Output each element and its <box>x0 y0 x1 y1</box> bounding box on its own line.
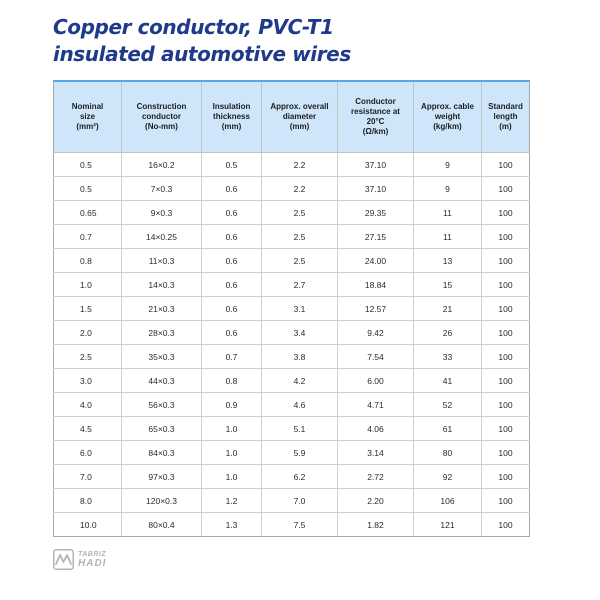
table-cell: 28×0.3 <box>122 321 202 345</box>
table-cell: 1.3 <box>202 513 262 537</box>
table-cell: 100 <box>482 225 530 249</box>
column-header-line: Construction <box>136 102 187 111</box>
column-header-3 <box>262 81 338 153</box>
table-cell: 27.15 <box>338 225 414 249</box>
table-cell: 0.6 <box>202 297 262 321</box>
table-cell: 15 <box>414 273 482 297</box>
table-cell: 37.10 <box>338 177 414 201</box>
table-cell: 26 <box>414 321 482 345</box>
table-cell: 12.57 <box>338 297 414 321</box>
table-cell: 2.2 <box>262 153 338 177</box>
table-cell: 2.2 <box>262 177 338 201</box>
table-cell: 80×0.4 <box>122 513 202 537</box>
table-row <box>54 465 530 489</box>
table-row <box>54 177 530 201</box>
table-cell: 9 <box>414 153 482 177</box>
table-cell: 120×0.3 <box>122 489 202 513</box>
table-cell: 14×0.25 <box>122 225 202 249</box>
column-header-line: weight <box>434 112 461 121</box>
table-cell: 41 <box>414 369 482 393</box>
table-cell: 100 <box>482 321 530 345</box>
column-header-4 <box>338 81 414 153</box>
table-cell: 16×0.2 <box>122 153 202 177</box>
table-cell: 9.42 <box>338 321 414 345</box>
column-header-line: (mm²) <box>76 122 99 131</box>
table-cell: 80 <box>414 441 482 465</box>
table-cell: 100 <box>482 345 530 369</box>
table-cell: 84×0.3 <box>122 441 202 465</box>
column-header-5 <box>414 81 482 153</box>
table-cell: 4.2 <box>262 369 338 393</box>
table-cell: 4.06 <box>338 417 414 441</box>
table-cell: 1.0 <box>54 273 122 297</box>
table-row <box>54 225 530 249</box>
table-row <box>54 345 530 369</box>
column-header-line: Approx. cable <box>421 102 474 111</box>
table-cell: 65×0.3 <box>122 417 202 441</box>
column-header-line: Conductor <box>355 97 396 106</box>
table-cell: 61 <box>414 417 482 441</box>
table-cell: 2.5 <box>262 225 338 249</box>
column-header-line: conductor <box>141 112 182 121</box>
column-header-line: (kg/km) <box>433 122 462 131</box>
column-header-line: (mm) <box>289 122 310 131</box>
table-row <box>54 489 530 513</box>
table-cell: 21 <box>414 297 482 321</box>
table-cell: 10.0 <box>54 513 122 537</box>
table-cell: 7×0.3 <box>122 177 202 201</box>
page-title <box>53 14 351 68</box>
table-cell: 21×0.3 <box>122 297 202 321</box>
table-cell: 3.0 <box>54 369 122 393</box>
specs-table <box>53 80 530 537</box>
table-cell: 7.54 <box>338 345 414 369</box>
table-row <box>54 441 530 465</box>
table-cell: 100 <box>482 297 530 321</box>
column-header-1 <box>122 81 202 153</box>
table-cell: 56×0.3 <box>122 393 202 417</box>
column-header-line: (m) <box>499 122 512 131</box>
table-cell: 1.0 <box>202 417 262 441</box>
column-header-0 <box>54 81 122 153</box>
table-cell: 44×0.3 <box>122 369 202 393</box>
table-cell: 1.2 <box>202 489 262 513</box>
column-header-line: size <box>79 112 96 121</box>
table-cell: 0.6 <box>202 177 262 201</box>
table-row <box>54 201 530 225</box>
table-row <box>54 369 530 393</box>
column-header-line: thickness <box>213 112 250 121</box>
table-cell: 100 <box>482 273 530 297</box>
company-logo <box>53 549 106 570</box>
table-cell: 100 <box>482 489 530 513</box>
table-cell: 1.82 <box>338 513 414 537</box>
column-header-line: (Ω/km) <box>362 127 389 136</box>
table-cell: 0.6 <box>202 273 262 297</box>
table-cell: 100 <box>482 393 530 417</box>
table-cell: 6.0 <box>54 441 122 465</box>
table-cell: 1.0 <box>202 441 262 465</box>
table-cell: 100 <box>482 513 530 537</box>
table-cell: 0.5 <box>202 153 262 177</box>
table-cell: 100 <box>482 369 530 393</box>
table-cell: 0.8 <box>54 249 122 273</box>
table-cell: 35×0.3 <box>122 345 202 369</box>
table-cell: 0.5 <box>54 153 122 177</box>
table-cell: 100 <box>482 249 530 273</box>
table-cell: 9 <box>414 177 482 201</box>
table-cell: 11 <box>414 201 482 225</box>
table-row <box>54 321 530 345</box>
table-cell: 52 <box>414 393 482 417</box>
table-cell: 0.6 <box>202 201 262 225</box>
table-cell: 8.0 <box>54 489 122 513</box>
table-cell: 0.6 <box>202 225 262 249</box>
table-cell: 1.5 <box>54 297 122 321</box>
table-cell: 100 <box>482 153 530 177</box>
table-cell: 0.6 <box>202 321 262 345</box>
table-cell: 6.2 <box>262 465 338 489</box>
table-cell: 11 <box>414 225 482 249</box>
table-cell: 2.5 <box>54 345 122 369</box>
table-cell: 0.8 <box>202 369 262 393</box>
table-header <box>54 81 530 153</box>
table-cell: 100 <box>482 177 530 201</box>
table-body <box>54 153 530 537</box>
table-cell: 11×0.3 <box>122 249 202 273</box>
table-cell: 24.00 <box>338 249 414 273</box>
table-cell: 4.0 <box>54 393 122 417</box>
table-cell: 3.1 <box>262 297 338 321</box>
table-cell: 33 <box>414 345 482 369</box>
hadi-logo-icon <box>53 549 74 570</box>
table-cell: 100 <box>482 441 530 465</box>
table-cell: 0.7 <box>54 225 122 249</box>
title-line-2: insulated automotive wires <box>53 42 351 66</box>
column-header-line: 20°C <box>366 117 385 126</box>
table-row <box>54 297 530 321</box>
table-row <box>54 393 530 417</box>
table-cell: 2.72 <box>338 465 414 489</box>
table-cell: 100 <box>482 201 530 225</box>
header-row <box>54 81 530 153</box>
column-header-line: (No-mm) <box>145 122 178 131</box>
table-cell: 106 <box>414 489 482 513</box>
table-cell: 92 <box>414 465 482 489</box>
table-row <box>54 249 530 273</box>
table-cell: 14×0.3 <box>122 273 202 297</box>
table-cell: 100 <box>482 417 530 441</box>
logo-line-2: HADI <box>78 557 107 569</box>
table-cell: 1.0 <box>202 465 262 489</box>
table-row <box>54 417 530 441</box>
table-cell: 2.20 <box>338 489 414 513</box>
column-header-line: diameter <box>282 112 317 121</box>
table-cell: 9×0.3 <box>122 201 202 225</box>
logo-wordmark <box>78 551 106 569</box>
table-cell: 7.5 <box>262 513 338 537</box>
table-cell: 4.6 <box>262 393 338 417</box>
column-header-line: Approx. overall <box>270 102 329 111</box>
column-header-line: (mm) <box>221 122 242 131</box>
logo-line-1: TABRIZ <box>78 550 107 558</box>
table-cell: 13 <box>414 249 482 273</box>
table-cell: 4.71 <box>338 393 414 417</box>
title-line-1: Copper conductor, PVC-T1 <box>53 15 334 39</box>
table-cell: 2.5 <box>262 201 338 225</box>
table-row <box>54 153 530 177</box>
table-cell: 7.0 <box>262 489 338 513</box>
table-cell: 0.65 <box>54 201 122 225</box>
table-cell: 3.4 <box>262 321 338 345</box>
table-cell: 121 <box>414 513 482 537</box>
column-header-line: Standard length <box>488 102 523 121</box>
column-header-2 <box>202 81 262 153</box>
table-cell: 97×0.3 <box>122 465 202 489</box>
table-cell: 0.7 <box>202 345 262 369</box>
table-cell: 5.1 <box>262 417 338 441</box>
table-cell: 7.0 <box>54 465 122 489</box>
table-cell: 37.10 <box>338 153 414 177</box>
table-row <box>54 513 530 537</box>
table-cell: 4.5 <box>54 417 122 441</box>
table-cell: 29.35 <box>338 201 414 225</box>
column-header-line: resistance at <box>351 107 400 116</box>
table-cell: 2.5 <box>262 249 338 273</box>
table-cell: 100 <box>482 465 530 489</box>
table-row <box>54 273 530 297</box>
column-header-line: Insulation <box>212 102 251 111</box>
table-cell: 6.00 <box>338 369 414 393</box>
column-header-line: Nominal <box>71 102 104 111</box>
table-cell: 3.8 <box>262 345 338 369</box>
table-cell: 3.14 <box>338 441 414 465</box>
table-cell: 0.6 <box>202 249 262 273</box>
table-cell: 0.5 <box>54 177 122 201</box>
table-cell: 2.7 <box>262 273 338 297</box>
column-header-6 <box>482 81 530 153</box>
table-cell: 0.9 <box>202 393 262 417</box>
table-cell: 18.84 <box>338 273 414 297</box>
table-cell: 5.9 <box>262 441 338 465</box>
specs-table-container <box>53 80 529 537</box>
table-cell: 2.0 <box>54 321 122 345</box>
